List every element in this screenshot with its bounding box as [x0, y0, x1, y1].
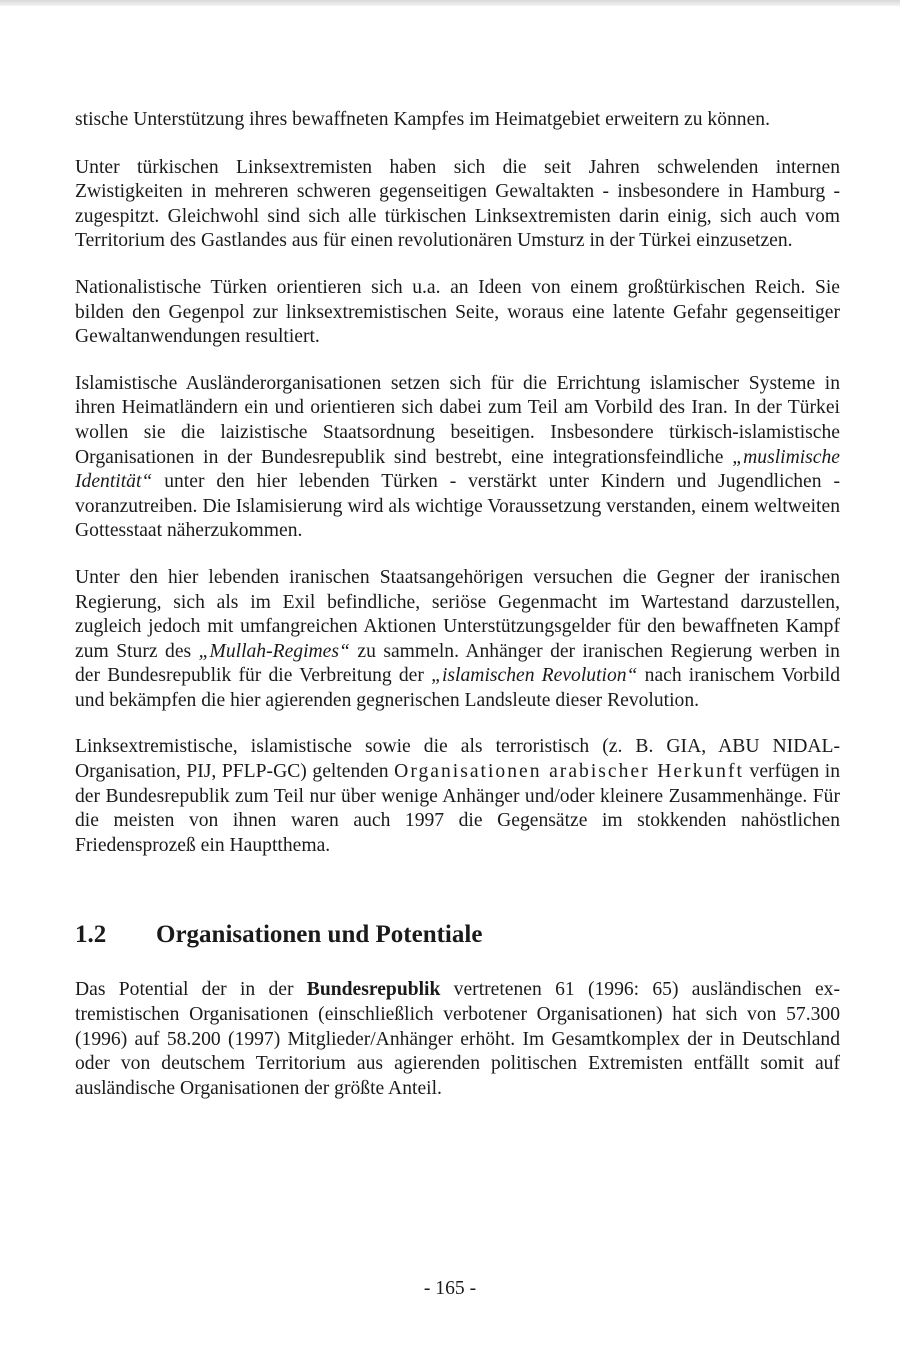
paragraph-iranian-nationals [75, 566, 840, 714]
paragraph-continuation [75, 108, 840, 133]
section-heading [75, 920, 840, 950]
paragraph-turkish-left-extremists [75, 156, 840, 254]
paragraph-text: nach iranischem Vorbild und bekämpfen die hier agierenden gegnerischen Landsleute dieser Revolution. [75, 665, 841, 711]
paragraph-text: unter den hier lebenden Türken - verstärkt unter Kindern und Jugendlichen - voranzutreiben. Die Islamisierung wird als wichtige Voraussetzung verstanden, einem weltweiten Gottesstaat näherzukommen. [75, 471, 840, 542]
paragraph-islamist-organisations [75, 372, 840, 544]
italic-term: „islamischen Revolution“ [431, 665, 638, 687]
page-body [75, 108, 840, 1123]
page-number: - 165 - [423, 1278, 477, 1299]
section-number: 1.2 [75, 921, 107, 949]
paragraph-text: Das Potential der in der [75, 979, 307, 1001]
paragraph-potential [75, 978, 840, 1101]
section-title: Organisationen und Potentiale [156, 921, 483, 949]
paragraph-text: Unter türkischen Linksextremisten haben sich die seit Jahren schwelenden internen Zwistigkeiten in mehreren schweren gegenseitigen Gewaltakten - insbesondere in Hamburg - zugespitzt. Gleichwohl sind sich alle türkischen Linksextremisten darin einig, sich auch vom Territorium des Gastlandes aus für einen revolutionären Umsturz in der Türkei einzusetzen. [75, 156, 840, 252]
paragraph-nationalist-turks [75, 276, 840, 350]
paragraph-text: verfügen in der Bundesrepublik zum Teil nur über wenige Anhänger und/oder kleinere Zusammenhänge. Für die meisten von ihnen waren auch 1997 die Gegensätze im stokkenden nahöstlichen Friedensprozeß ein Hauptthema. [75, 761, 840, 856]
bold-term: Bundesrepublik [306, 979, 441, 1001]
paragraph-text: stische Unterstützung ihres bewaffneten Kampfes im Heimatgebiet erweitern zu können. [75, 109, 770, 130]
italic-term: „Mullah-Regimes“ [198, 640, 350, 662]
paragraph-text: Linksextremistische, islamistische sowie die als terroristisch (z. B. GIA, ABU NIDAL-Organisation, PIJ, PFLP-GC) geltenden [75, 736, 840, 783]
paragraph-text: zu sammeln. Anhänger der iranischen Regierung werben in der Bundesrepublik für die Verbreitung der [75, 640, 840, 687]
paragraph-arab-organisations [75, 735, 840, 858]
paragraph-text: vertretenen 61 (1996: 65) ausländischen extremistischen Organisationen (einschließlich verbotener Organisationen) hat sich von 57.300 (1996) auf 58.200 (1997) Mitglieder/Anhänger erhöht. Im Gesamtkomplex der in Deutschland oder von deutschem Territorium aus agierenden politischen Extremisten entfällt somit auf ausländische Organisationen der größte Anteil. [75, 979, 840, 1099]
paragraph-text: Unter den hier lebenden iranischen Staatsangehörigen versuchen die Gegner der iranischen Regierung, sich als im Exil befindliche, seriöse Gegenmacht im Wartestand darzustellen, zugleich jedoch mit umfangreichen Aktionen Unterstützungsgelder für den bewaffneten Kampf zum Sturz des [75, 566, 840, 662]
paragraph-text: Islamistische Ausländerorganisationen setzen sich für die Errichtung islamischer Systeme in ihren Heimatländern ein und orientieren sich dabei zum Teil am Vorbild des Iran. In der Türkei wollen sie die laizistische Staatsordnung beseitigen. Insbesondere türkisch-islamistische Organisationen in der Bundesrepublik sind bestrebt, eine integrationsfeindliche [75, 372, 840, 468]
paragraph-text: Nationalistische Türken orientieren sich u.a. an Ideen von einem großtürkischen Reich. Sie bilden den Gegenpol zur linksextremistischen Seite, woraus eine latente Gefahr gegenseitiger Gewaltanwendungen resultiert. [75, 276, 840, 348]
italic-term: „muslimische Identität“ [75, 446, 840, 493]
scan-top-edge [0, 0, 900, 6]
spaced-emphasis: Organisationen arabischer Herkunft [394, 761, 744, 783]
